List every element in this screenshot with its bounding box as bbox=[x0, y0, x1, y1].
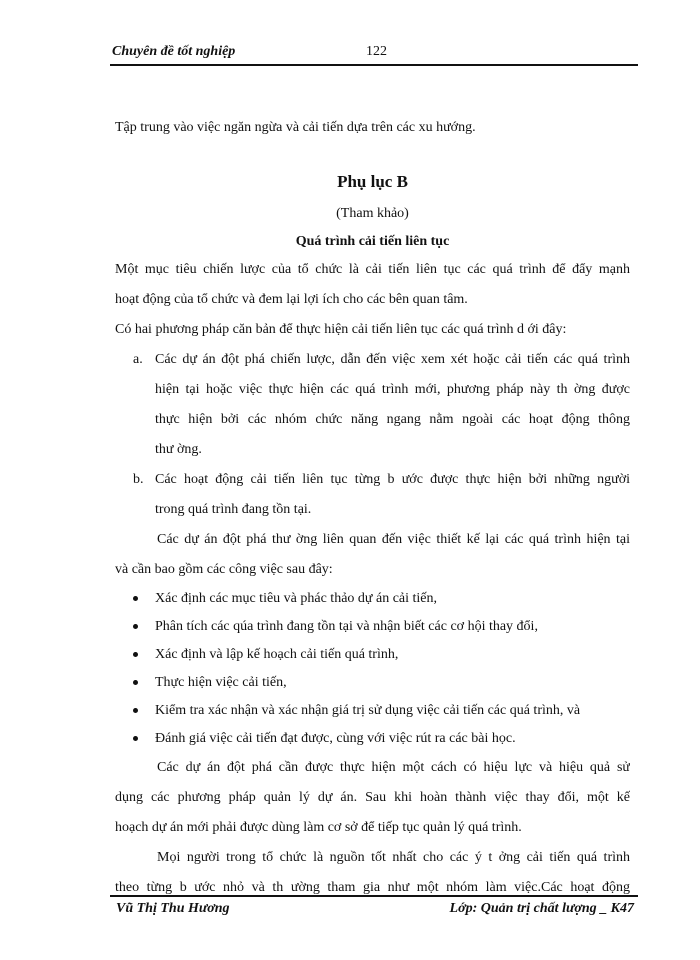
list-item-b bbox=[115, 465, 630, 525]
list-item-a bbox=[115, 345, 630, 465]
appendix-title: Phụ lục B bbox=[337, 172, 408, 191]
paragraph-line: Các dự án đột phá cần được thực hiện một cách có hiệu lực và hiệu quả sử bbox=[157, 760, 630, 775]
list-item bbox=[115, 585, 630, 613]
paragraph-line: dụng các phương pháp quản lý dự án. Sau khi hoàn thành việc thay đổi, một kế bbox=[115, 790, 630, 805]
appendix-subtitle: (Tham khảo) bbox=[336, 206, 409, 221]
bullet-icon bbox=[133, 652, 138, 657]
section-title: Quá trình cải tiến liên tục bbox=[295, 234, 450, 249]
paragraph-line: hoạch dự án mới phải được dùng làm cơ sở để tiếp tục quản lý quá trình. bbox=[115, 820, 522, 835]
list-line: Các dự án đột phá chiến lược, dẫn đến việc xem xét hoặc cải tiến các quá trình bbox=[155, 352, 630, 367]
list-item bbox=[115, 697, 630, 725]
bullet-icon bbox=[133, 624, 138, 629]
list-marker: b. bbox=[133, 472, 144, 487]
list-item bbox=[115, 725, 630, 753]
paragraph-line: hoạt động của tổ chức và đem lại lợi ích cho các bên quan tâm. bbox=[115, 292, 468, 307]
bullet-icon bbox=[133, 596, 138, 601]
paragraph-line: Mọi người trong tổ chức là nguồn tốt nhất cho các ý t ởng cải tiến quá trình bbox=[157, 850, 630, 865]
bullet-text: Đánh giá việc cải tiến đạt được, cùng với việc rút ra các bài học. bbox=[155, 731, 516, 746]
footer-class: Lớp: Quản trị chất lượng _ K47 bbox=[449, 901, 634, 916]
bullet-text: Xác định và lập kế hoạch cải tiến quá trình, bbox=[155, 647, 399, 662]
list-item bbox=[115, 641, 630, 669]
footer-author: Vũ Thị Thu Hương bbox=[116, 901, 230, 916]
paragraph-1 bbox=[115, 255, 630, 315]
paragraph-line: Các dự án đột phá thư ờng liên quan đến việc thiết kế lại các quá trình hiện tại bbox=[157, 532, 630, 547]
page-number: 122 bbox=[366, 44, 387, 59]
header-title: Chuyên đề tốt nghiệp bbox=[112, 44, 236, 59]
bullet-text: Thực hiện việc cải tiến, bbox=[155, 675, 287, 690]
paragraph-line: theo từng b ước nhỏ và th ường tham gia như một nhóm làm việc.Các hoạt động bbox=[115, 880, 630, 895]
bullet-text: Phân tích các qúa trình đang tồn tại và nhận biết các cơ hội thay đổi, bbox=[155, 619, 538, 634]
footer-divider bbox=[110, 895, 638, 897]
paragraph-2: Có hai phương pháp căn bản để thực hiện cải tiến liên tục các quá trình d ới đây: bbox=[115, 322, 567, 337]
list-line: thư ờng. bbox=[155, 442, 202, 457]
bullet-icon bbox=[133, 680, 138, 685]
list-item bbox=[115, 613, 630, 641]
list-item bbox=[115, 669, 630, 697]
bullet-text: Xác định các mục tiêu và phác thảo dự án cải tiến, bbox=[155, 591, 438, 606]
page-body bbox=[115, 113, 630, 903]
list-line: trong quá trình đang tồn tại. bbox=[155, 502, 312, 517]
list-line: hiện tại hoặc việc thực hiện các quá trình mới, phương pháp này th ờng được bbox=[155, 382, 630, 397]
paragraph-3 bbox=[115, 525, 630, 585]
intro-line: Tập trung vào việc ngăn ngừa và cải tiến dựa trên các xu hướng. bbox=[115, 120, 476, 135]
bullet-icon bbox=[133, 708, 138, 713]
paragraph-4 bbox=[115, 753, 630, 843]
paragraph-line: và cần bao gồm các công việc sau đây: bbox=[115, 562, 333, 577]
bullet-list bbox=[115, 585, 630, 753]
bullet-text: Kiểm tra xác nhận và xác nhận giá trị sử dụng việc cải tiến các quá trình, và bbox=[155, 703, 581, 718]
bullet-icon bbox=[133, 736, 138, 741]
header-divider bbox=[110, 64, 638, 66]
paragraph-5 bbox=[115, 843, 630, 903]
list-marker: a. bbox=[133, 352, 143, 367]
list-line: Các hoạt động cải tiến liên tục từng b ước được thực hiện bởi những người bbox=[155, 472, 630, 487]
paragraph-line: Một mục tiêu chiến lược của tổ chức là cải tiến liên tục các quá trình để đẩy mạnh bbox=[115, 262, 630, 277]
list-line: thực hiện bởi các nhóm chức năng ngang nằm ngoài các hoạt động thông bbox=[155, 412, 630, 427]
